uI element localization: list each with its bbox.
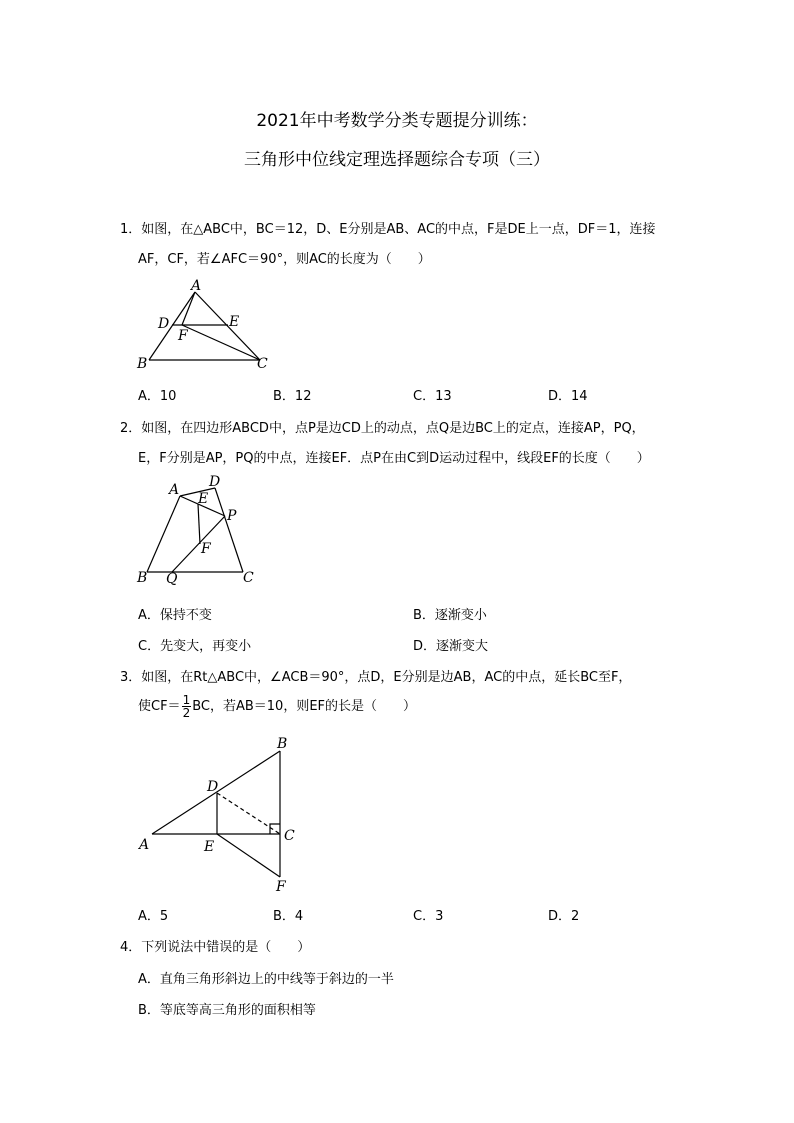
q1-option-a[interactable]: A．10 [138, 389, 177, 404]
q2-label-d: D [209, 474, 221, 490]
q2-option-a[interactable]: A．保持不变 [138, 608, 212, 623]
q2-label-q: Q [166, 571, 178, 587]
q3-fraction [182, 694, 192, 719]
q2-option-b[interactable]: B．逐渐变小 [413, 608, 487, 623]
q2-label-e: E [198, 491, 209, 507]
q1-option-b[interactable]: B．12 [273, 389, 312, 404]
q3-option-c[interactable]: C．3 [413, 909, 444, 924]
q1-seg-fc [182, 325, 260, 360]
q2-text-line2: E，F分别是AP，PQ的中点，连接EF．点P在由C到D运动过程中，线段EF的长度（ ） [138, 451, 650, 466]
q1-label-e: E [229, 314, 240, 330]
q3-seg-ef [217, 834, 280, 877]
q3-option-d[interactable]: D．2 [548, 909, 580, 924]
q3-option-b[interactable]: B．4 [273, 909, 304, 924]
q2-label-c: C [243, 570, 254, 586]
q1-label-f: F [178, 328, 188, 344]
q2-text-line1: 2．如图，在四边形ABCD中，点P是边CD上的动点，点Q是边BC上的定点，连接AP，PQ， [120, 421, 645, 436]
q3-frac-den: 2 [182, 706, 191, 720]
q1-option-d[interactable]: D．14 [548, 389, 588, 404]
q1-label-d: D [158, 316, 170, 332]
page-title-line2: 三角形中位线定理选择题综合专项（三） [244, 150, 550, 170]
q3-line2-suffix: BC，若AB＝10，则EF的长是（ ） [192, 699, 417, 714]
q3-text-line1: 3．如图，在Rt△ABC中，∠ACB＝90°，点D，E分别是边AB，AC的中点，延长BC至F， [120, 670, 632, 685]
q1-seg-ac [195, 292, 260, 360]
q3-label-b: B [277, 736, 288, 752]
q2-label-p: P [227, 508, 237, 524]
q3-option-a[interactable]: A．5 [138, 909, 169, 924]
q3-frac-num: 1 [182, 693, 191, 707]
q2-seg-ab [147, 496, 180, 572]
q1-option-c[interactable]: C．13 [413, 389, 452, 404]
q2-seg-cd [215, 488, 243, 572]
q3-label-c: C [284, 828, 295, 844]
q1-text-line1: 1．如图，在△ABC中，BC＝12，D、E分别是AB、AC的中点，F是DE上一点，DF＝1，连接 [120, 222, 656, 237]
page-title-line1: 2021年中考数学分类专题提分训练： [256, 111, 538, 131]
q1-text-line2: AF，CF，若∠AFC＝90°，则AC的长度为（ ） [138, 252, 431, 267]
q1-seg-ab [149, 292, 195, 360]
q1-label-a: A [191, 278, 202, 294]
q3-line2-prefix: 使CF＝ [138, 699, 181, 714]
q2-label-f: F [201, 541, 211, 557]
q2-option-c[interactable]: C．先变大，再变小 [138, 639, 252, 654]
q3-text-line2 [138, 694, 718, 719]
q2-seg-ef [198, 504, 200, 544]
q2-label-b: B [137, 570, 148, 586]
q3-label-a: A [139, 837, 150, 853]
q3-label-f: F [276, 879, 286, 895]
q4-text-line1: 4．下列说法中错误的是（ ） [120, 940, 311, 955]
q1-label-c: C [257, 356, 268, 372]
q4-option-b[interactable]: B．等底等高三角形的面积相等 [138, 1003, 316, 1018]
q3-figure [135, 733, 305, 893]
q2-option-d[interactable]: D．逐渐变大 [413, 639, 489, 654]
q1-label-b: B [137, 356, 148, 372]
q4-option-a[interactable]: A．直角三角形斜边上的中线等于斜边的一半 [138, 972, 394, 987]
q1-figure [130, 275, 290, 375]
q2-label-a: A [169, 482, 180, 498]
q2-figure [135, 473, 265, 587]
q3-label-d: D [207, 779, 219, 795]
q3-label-e: E [204, 839, 215, 855]
